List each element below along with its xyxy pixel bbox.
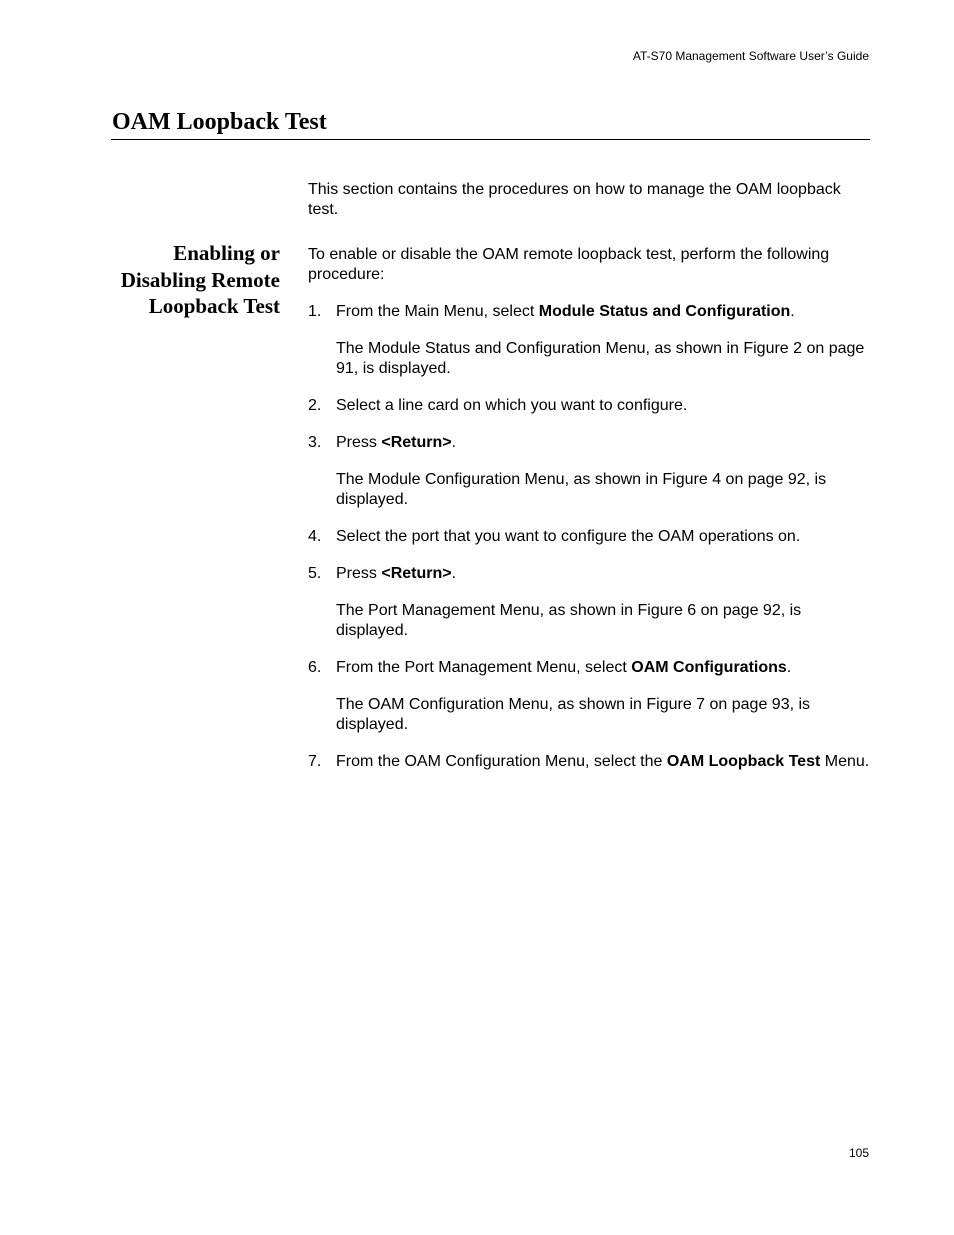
menu-option: OAM Configurations — [631, 659, 787, 676]
procedure-steps — [308, 302, 870, 789]
step-number: 7. — [308, 753, 322, 770]
key-name: <Return> — [381, 565, 452, 582]
procedure-intro: To enable or disable the OAM remote loopback test, perform the following procedure: — [308, 246, 830, 283]
step-instruction: Press <Return>. — [336, 565, 457, 582]
step-instruction: From the OAM Configuration Menu, select the OAM Loopback Test Menu. — [336, 753, 870, 770]
procedure-step — [308, 396, 870, 416]
title-rule — [111, 139, 870, 140]
section-intro: This section contains the procedures on how to manage the OAM loopback test. — [308, 181, 841, 218]
step-instruction: Select a line card on which you want to configure. — [336, 397, 688, 414]
step-number: 2. — [308, 397, 322, 414]
step-number: 3. — [308, 434, 322, 451]
menu-option: Module Status and Configuration — [538, 303, 791, 320]
step-result: The Port Management Menu, as shown in Figure 6 on page 92, is displayed. — [336, 602, 802, 639]
key-name: <Return> — [381, 434, 452, 451]
step-instruction: Press <Return>. — [336, 434, 457, 451]
procedure-step — [308, 564, 870, 641]
step-result: The OAM Configuration Menu, as shown in Figure 7 on page 93, is displayed. — [336, 696, 811, 733]
section-title: OAM Loopback Test — [112, 109, 327, 135]
menu-option: OAM Loopback Test — [666, 753, 821, 770]
step-number: 1. — [308, 303, 322, 320]
step-number: 5. — [308, 565, 322, 582]
step-result: The Module Configuration Menu, as shown in Figure 4 on page 92, is displayed. — [336, 471, 827, 508]
subsection-heading: Enabling or Disabling Remote Loopback Test — [120, 241, 280, 318]
procedure-step — [308, 752, 870, 772]
procedure-step — [308, 433, 870, 510]
step-instruction: From the Main Menu, select Module Status and Configuration. — [336, 303, 795, 320]
procedure-step — [308, 658, 870, 735]
running-header: AT-S70 Management Software User’s Guide — [632, 49, 869, 63]
step-instruction: Select the port that you want to configure the OAM operations on. — [336, 528, 801, 545]
procedure-step — [308, 527, 870, 547]
step-number: 6. — [308, 659, 322, 676]
procedure-step — [308, 302, 870, 379]
step-result: The Module Status and Configuration Menu, as shown in Figure 2 on page 91, is displayed. — [336, 340, 865, 377]
step-instruction: From the Port Management Menu, select OAM Configurations. — [336, 659, 792, 676]
page-number: 105 — [848, 1146, 869, 1160]
step-number: 4. — [308, 528, 322, 545]
